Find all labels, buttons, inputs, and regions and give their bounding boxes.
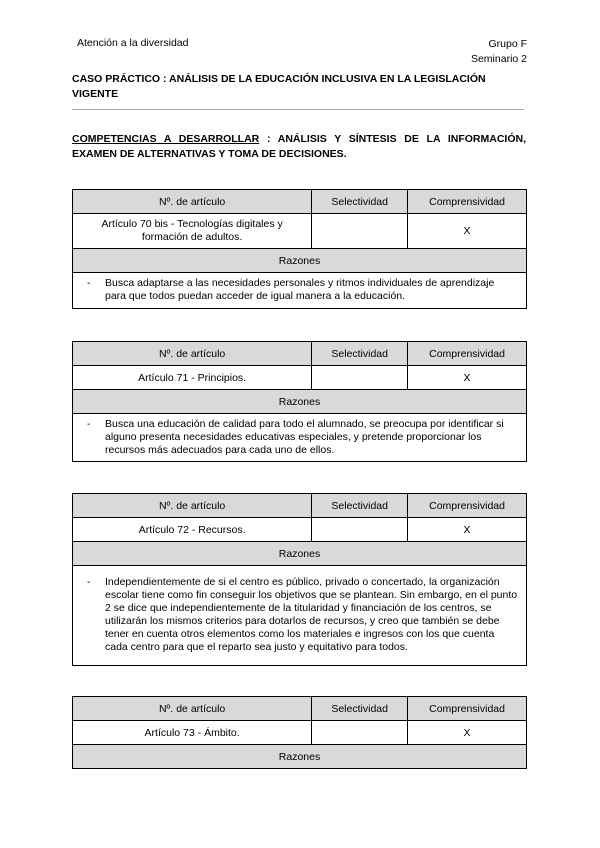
competencies-label: COMPETENCIAS A DESARROLLAR xyxy=(72,133,260,145)
comprehensivity-cell: X xyxy=(408,721,527,745)
comprehensivity-cell: X xyxy=(408,518,527,542)
reasons-header-row xyxy=(73,390,527,414)
table-row xyxy=(73,518,527,542)
col-header-selectivity: Selectividad xyxy=(312,494,408,518)
article-table-71 xyxy=(72,341,527,462)
table-row xyxy=(73,366,527,390)
reasons-cell xyxy=(73,566,527,666)
reasons-header-row xyxy=(73,745,527,769)
comprehensivity-cell: X xyxy=(408,214,527,249)
col-header-article: Nº. de artículo xyxy=(73,494,312,518)
table-header-row xyxy=(73,342,527,366)
table-row xyxy=(73,214,527,249)
col-header-comprehensivity: Comprensividad xyxy=(408,342,527,366)
article-name: Artículo 70 bis - Tecnologías digitales y formación de adultos. xyxy=(73,214,312,249)
article-table-72 xyxy=(72,493,527,666)
col-header-selectivity: Selectividad xyxy=(312,190,408,214)
reasons-row xyxy=(73,566,527,666)
reasons-row xyxy=(73,414,527,462)
reasons-cell xyxy=(73,273,527,309)
reason-bullet: - xyxy=(87,576,91,588)
col-header-selectivity: Selectividad xyxy=(312,697,408,721)
selectivity-cell xyxy=(312,214,408,249)
col-header-comprehensivity: Comprensividad xyxy=(408,494,527,518)
article-table-73 xyxy=(72,696,527,769)
table-row xyxy=(73,721,527,745)
reasons-header-row xyxy=(73,249,527,273)
article-table-70bis xyxy=(72,189,527,309)
article-name: Artículo 71 - Principios. xyxy=(73,366,312,390)
reason-item xyxy=(73,573,526,658)
reasons-cell xyxy=(73,414,527,462)
reasons-row xyxy=(73,273,527,309)
col-header-article: Nº. de artículo xyxy=(73,190,312,214)
reason-text: Busca una educación de calidad para todo el alumnado, se preocupa por identificar si alguno presenta necesidades educativas especiales, y pretende proporcionar los recursos más adecuados para cada uno de ellos. xyxy=(105,417,504,456)
selectivity-cell xyxy=(312,366,408,390)
title-divider xyxy=(72,109,524,110)
competencies-text: : ANÁLISIS Y SÍNTESIS DE LA INFORMACIÓN, EXAMEN DE ALTERNATIVAS Y TOMA DE DECISIONES. xyxy=(72,133,526,160)
col-header-article: Nº. de artículo xyxy=(73,697,312,721)
selectivity-cell xyxy=(312,721,408,745)
reason-bullet: - xyxy=(87,277,91,289)
reasons-header: Razones xyxy=(73,542,527,566)
article-name: Artículo 73 - Ámbito. xyxy=(73,721,312,745)
col-header-article: Nº. de artículo xyxy=(73,342,312,366)
article-name: Artículo 72 - Recursos. xyxy=(73,518,312,542)
reason-text: Independientemente de si el centro es público, privado o concertado, la organización escolar tiene como fin conseguir los objetivos que se plantean. Sin embargo, en el punto 2 se dice que independientemente de la titularidad y financiación de los centros, se utilizarán los mismos criterios para dotarlos de recursos, y creo que también se debe tener en cuenta otros elementos como los materiales e ingresos con los que cuenta cada centro para que el reparto sea justo y equitativo para todos. xyxy=(105,576,518,653)
header-seminar: Seminario 2 xyxy=(470,53,527,65)
col-header-comprehensivity: Comprensividad xyxy=(408,190,527,214)
reason-item xyxy=(73,274,526,307)
reasons-header: Razones xyxy=(73,249,527,273)
comprehensivity-cell: X xyxy=(408,366,527,390)
header-group-block xyxy=(471,37,527,67)
reasons-header: Razones xyxy=(73,390,527,414)
table-header-row xyxy=(73,697,527,721)
reason-item xyxy=(73,415,526,461)
col-header-selectivity: Selectividad xyxy=(312,342,408,366)
table-header-row xyxy=(73,190,527,214)
header-subject: Atención a la diversidad xyxy=(77,37,189,49)
header-group: Grupo F xyxy=(488,38,527,50)
col-header-comprehensivity: Comprensividad xyxy=(408,697,527,721)
document-title: CASO PRÁCTICO : ANÁLISIS DE LA EDUCACIÓN INCLUSIVA EN LA LEGISLACIÓN VIGENTE xyxy=(72,73,486,100)
reasons-header-row xyxy=(73,542,527,566)
selectivity-cell xyxy=(312,518,408,542)
table-header-row xyxy=(73,494,527,518)
reasons-header: Razones xyxy=(73,745,527,769)
reason-bullet: - xyxy=(87,417,91,430)
competencies-heading xyxy=(72,132,526,162)
reason-text: Busca adaptarse a las necesidades personales y ritmos individuales de aprendizaje para que todos puedan acceder de igual manera a la educación. xyxy=(105,277,495,302)
